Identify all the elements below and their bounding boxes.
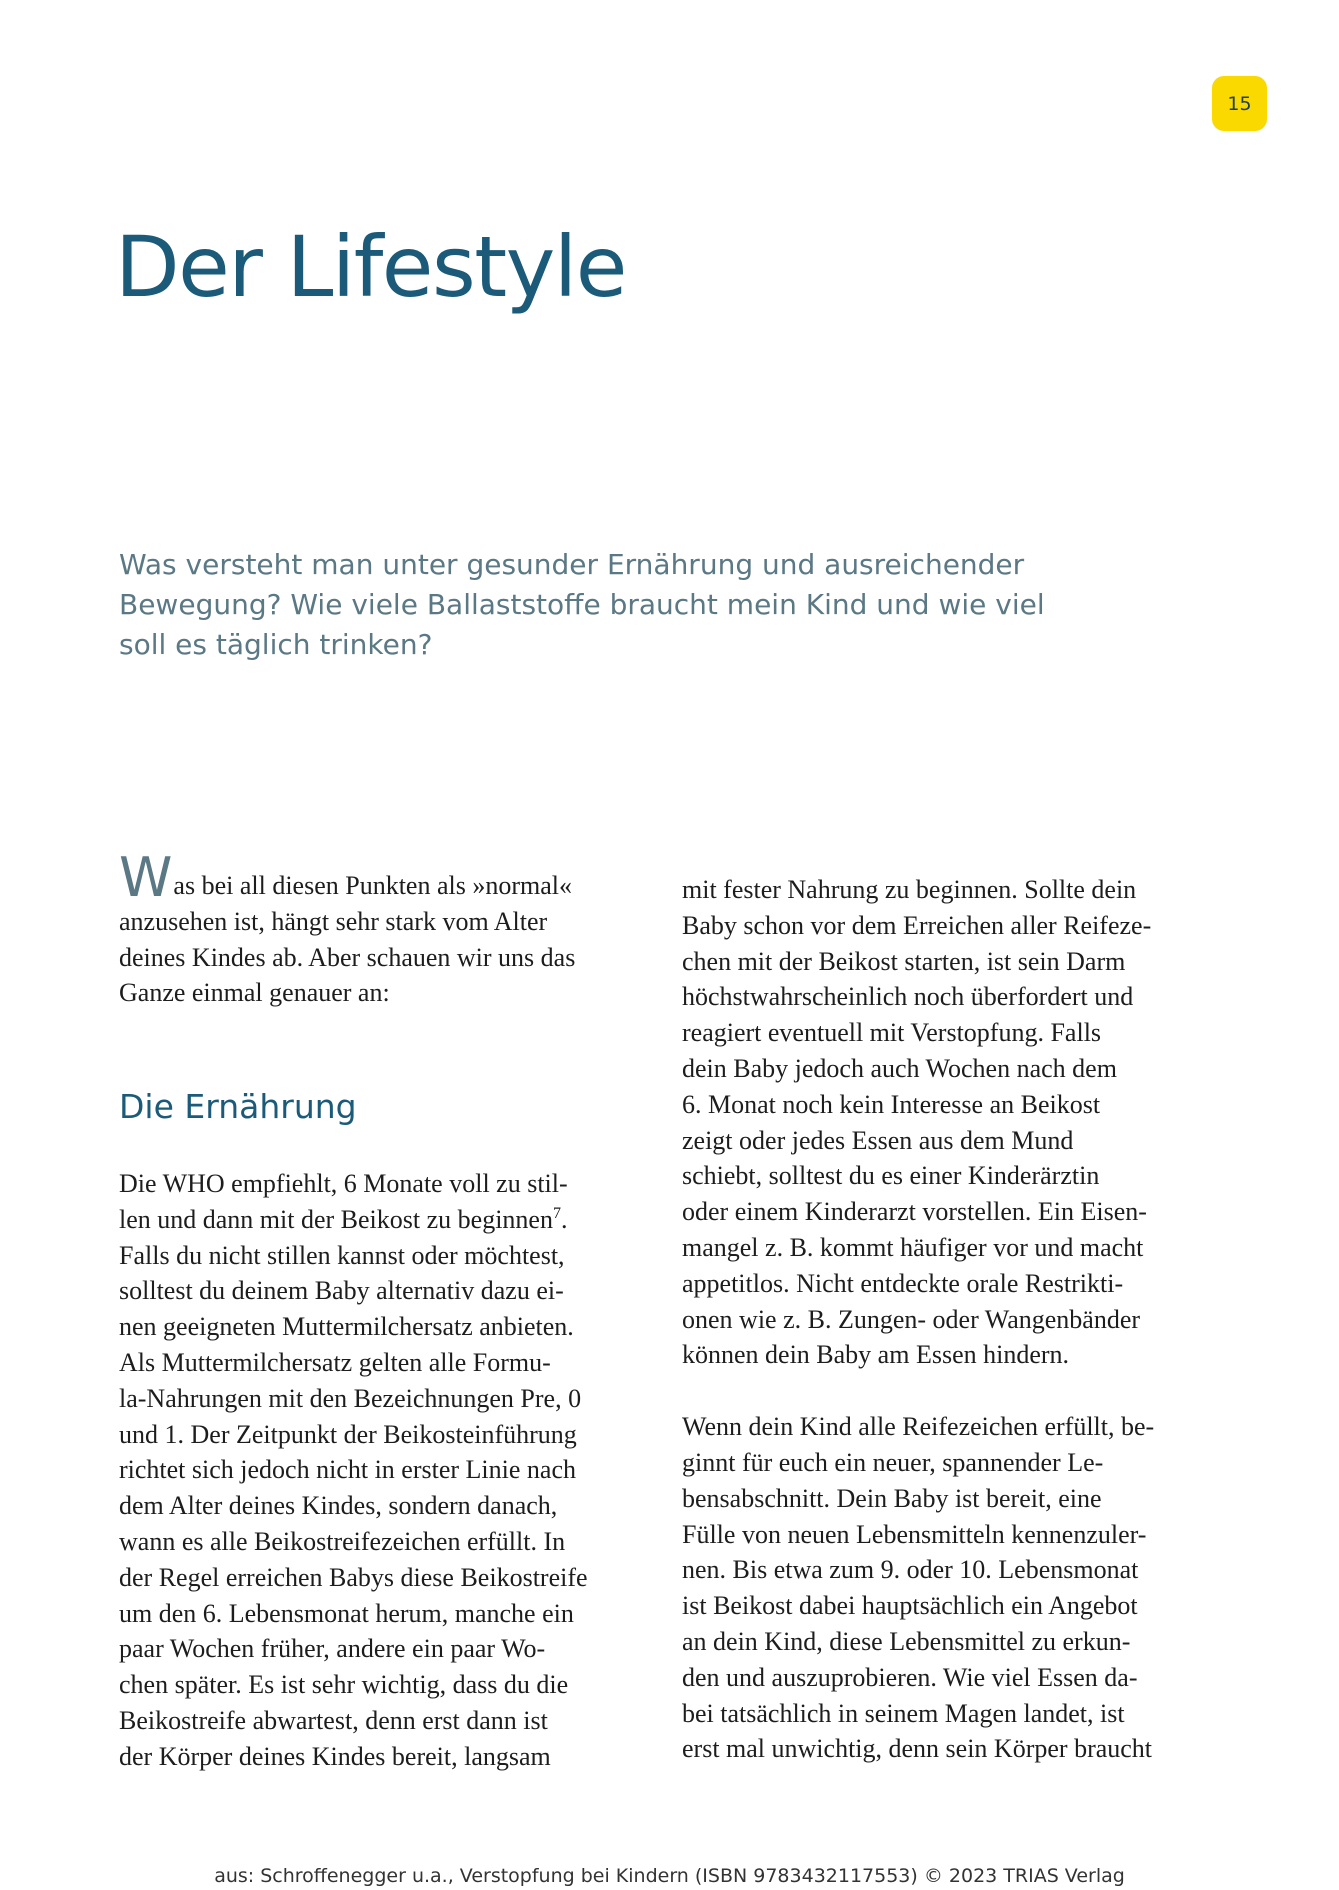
intro-line: Was versteht man unter gesunder Ernährung und ausreichender [119,548,1025,581]
text-line: der Körper deines Kindes bereit, langsam [119,1741,551,1771]
text-line-content: as bei all diesen Punkten als »normal« [173,871,572,900]
text-line: schiebt, solltest du es einer Kinderärztin [682,1161,1100,1191]
text-line [119,1202,639,1238]
text-line: appetitlos. Nicht entdeckte orale Restrikti- [682,1268,1124,1298]
text-line: Baby schon vor dem Erreichen aller Reifeze- [682,910,1152,940]
text-line: zeigt oder jedes Essen aus dem Mund [682,1125,1074,1155]
text-line: la-Nahrungen mit den Bezeichnungen Pre, 0 [119,1383,582,1413]
text-line: Ganze einmal genauer an: [119,978,390,1008]
text-line: an dein Kind, diese Lebensmittel zu erkun- [682,1626,1131,1656]
text-line: Die WHO empfiehlt, 6 Monate voll zu stil- [119,1169,568,1198]
text-line: mangel z. B. kommt häufiger vor und macht [682,1232,1144,1262]
text-line: onen wie z. B. Zungen- oder Wangenbänder [682,1304,1141,1334]
page-number-badge: 15 [1212,76,1267,131]
text-line-content: len und dann mit der Beikost zu beginnen [119,1204,553,1234]
text-line: richtet sich jedoch nicht in erster Linie nach [119,1455,576,1485]
text-line: bensabschnitt. Dein Baby ist bereit, eine [682,1483,1102,1513]
text-line: reagiert eventuell mit Verstopfung. Falls [682,1018,1102,1048]
text-line: mit fester Nahrung zu beginnen. Sollte dein [682,875,1137,904]
text-line: erst mal unwichtig, denn sein Körper braucht [682,1734,1153,1764]
text-line: Als Muttermilchersatz gelten alle Formu- [119,1347,551,1377]
section-heading: Die Ernährung [119,1087,357,1126]
text-line: dem Alter deines Kindes, sondern danach, [119,1491,558,1521]
text-line: nen. Bis etwa zum 9. oder 10. Lebensmonat [682,1555,1139,1585]
copyright-footer: aus: Schroffenegger u.a., Verstopfung bei Kindern (ISBN 9783432117553) © 2023 TRIAS Verlag [214,1865,1125,1887]
text-line: oder einem Kinderarzt vorstellen. Ein Eisen- [682,1197,1147,1227]
footnote-ref: 7 [552,1204,561,1222]
text-line: den und auszuprobieren. Wie viel Essen da- [682,1662,1138,1692]
intro-line: Bewegung? Wie viele Ballaststoffe braucht mein Kind und wie viel [119,588,1045,621]
intro-text [119,545,1079,665]
text-line-end: . [560,1204,568,1234]
left-column-intro [119,846,639,1011]
text-line: ist Beikost dabei hauptsächlich ein Angebot [682,1591,1138,1621]
text-line: bei tatsächlich in seinem Magen landet, ist [682,1698,1125,1728]
text-line: dein Baby jedoch auch Wochen nach dem [682,1053,1117,1083]
text-line: chen mit der Beikost starten, ist sein Darm [682,946,1126,976]
text-line: chen später. Es ist sehr wichtig, dass du die [119,1670,569,1700]
text-line: ginnt für euch ein neuer, spannender Le- [682,1447,1104,1477]
text-line: der Regel erreichen Babys diese Beikostreife [119,1562,588,1592]
text-line [119,846,639,909]
text-line: können dein Baby am Essen hindern. [682,1340,1070,1370]
text-line: wann es alle Beikostreifezeichen erfüllt. In [119,1526,566,1556]
right-column [682,872,1202,1767]
left-column-body [119,1166,639,1775]
text-line: Falls du nicht stillen kannst oder möchtest, [119,1240,565,1270]
text-line: anzusehen ist, hängt sehr stark vom Alter [119,906,548,936]
text-line: um den 6. Lebensmonat herum, manche ein [119,1598,574,1628]
page-title: Der Lifestyle [115,218,626,316]
text-line: deines Kindes ab. Aber schauen wir uns das [119,942,576,972]
text-line: paar Wochen früher, andere ein paar Wo- [119,1634,546,1664]
text-line: Beikostreife abwartest, denn erst dann ist [119,1705,548,1735]
text-line: Fülle von neuen Lebensmitteln kennenzuler- [682,1519,1147,1549]
paragraph-gap [682,1373,1202,1409]
text-line: 6. Monat noch kein Interesse an Beikost [682,1089,1101,1119]
text-line: und 1. Der Zeitpunkt der Beikosteinführung [119,1419,577,1449]
text-line: Wenn dein Kind alle Reifezeichen erfüllt, be- [682,1412,1155,1442]
intro-line: soll es täglich trinken? [119,628,433,661]
text-line: höchstwahrscheinlich noch überfordert und [682,982,1134,1012]
drop-cap: W [119,846,173,909]
text-line: nen geeigneten Muttermilchersatz anbieten. [119,1312,574,1342]
text-line: solltest du deinem Baby alternativ dazu ei- [119,1276,564,1306]
